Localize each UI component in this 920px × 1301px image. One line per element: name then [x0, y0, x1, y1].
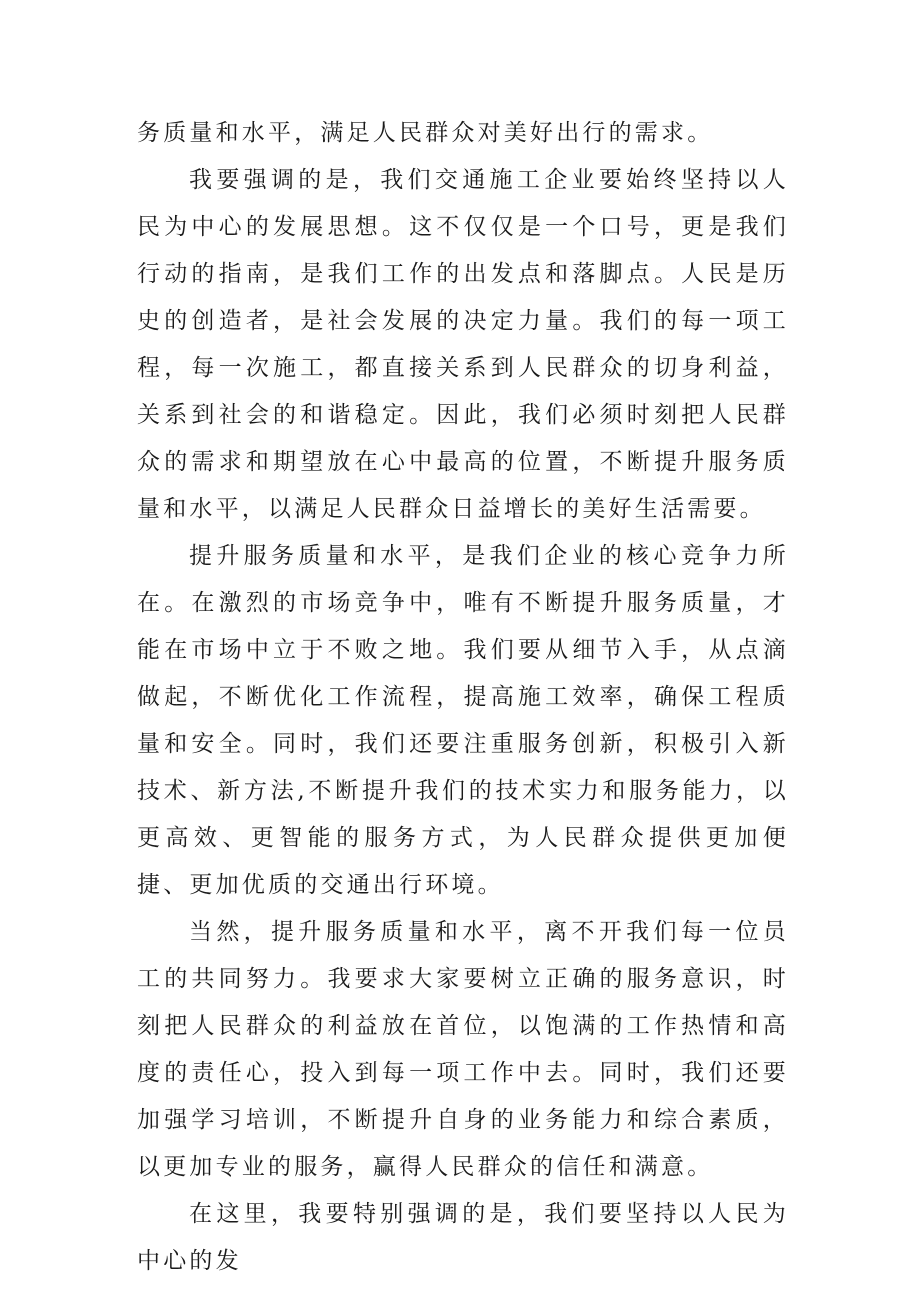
paragraph: 当然，提升服务质量和水平，离不开我们每一位员工的共同努力。我要求大家要树立正确的服务意识，时刻把人民群众的利益放在首位，以饱满的工作热情和高度的责任心，投入到每一项工作中去。同时，我们还要加强学习培训，不断提升自身的业务能力和综合素质，以更加专业的服务，赢得人民群众的信任和满意。: [137, 919, 789, 1180]
paragraph: 提升服务质量和水平，是我们企业的核心竞争力所在。在激烈的市场竞争中，唯有不断提升服务质量，才能在市场中立于不败之地。我们要从细节入手，从点滴做起，不断优化工作流程，提高施工效率，确保工程质量和安全。同时，我们还要注重服务创新，积极引入新技术、新方法,不断提升我们的技术实力和服务能力，以更高效、更智能的服务方式，为人民群众提供更加便捷、更加优质的交通出行环境。: [137, 543, 789, 898]
paragraph: 我要强调的是，我们交通施工企业要始终坚持以人民为中心的发展思想。这不仅仅是一个口号，更是我们行动的指南，是我们工作的出发点和落脚点。人民是历史的创造者，是社会发展的决定力量。我们的每一项工程，每一次施工，都直接关系到人民群众的切身利益，关系到社会的和谐稳定。因此，我们必须时刻把人民群众的需求和期望放在心中最高的位置，不断提升服务质量和水平，以满足人民群众日益增长的美好生活需要。: [137, 167, 789, 522]
paragraph-continuation: 务质量和水平，满足人民群众对美好出行的需求。: [137, 120, 714, 146]
document-body: [137, 110, 789, 1285]
paragraph: 在这里，我要特别强调的是，我们要坚持以人民为中心的发: [137, 1201, 789, 1274]
